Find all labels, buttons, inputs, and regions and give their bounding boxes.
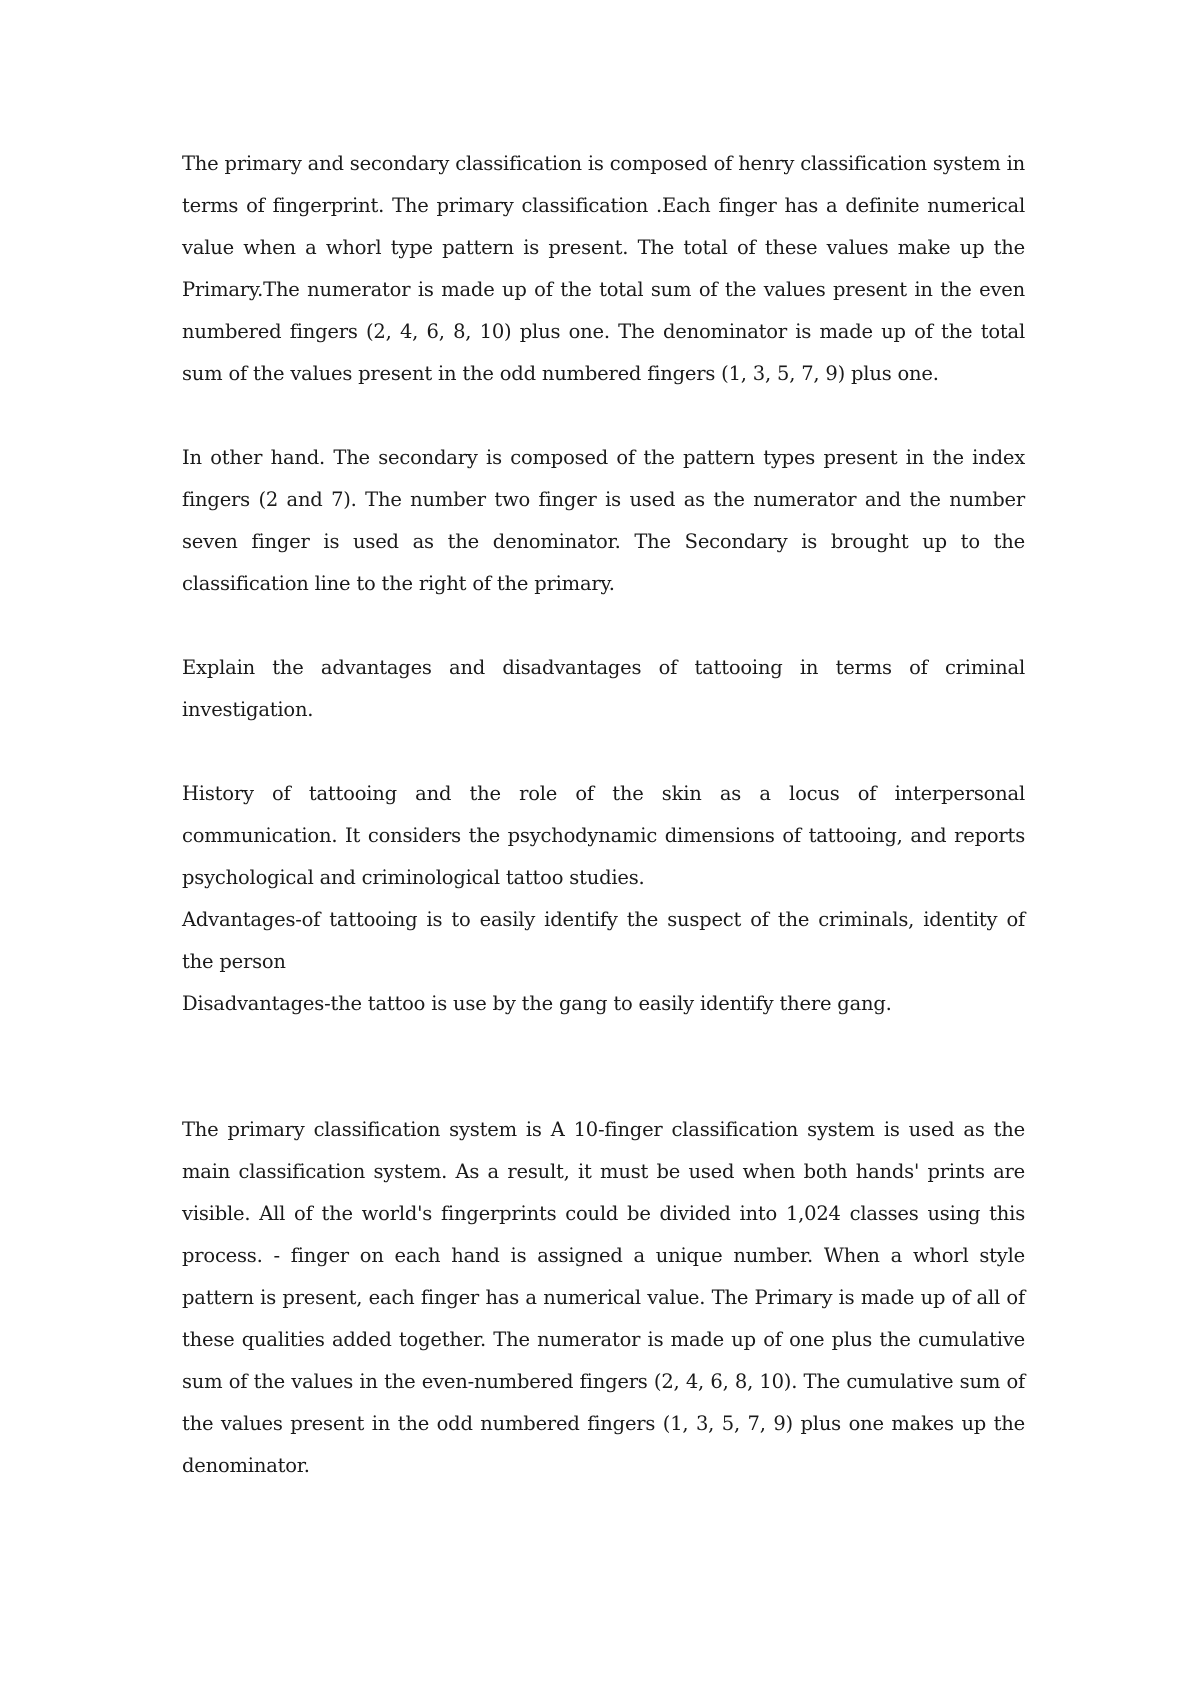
paragraph-secondary-classification: In other hand. The secondary is composed of the pattern types present in the index fingers (2 and 7). The number two finger is used as the numerator and the number seven finger is used as the denominator. The Secondary is brought up to the classification line to the right of the primary. (182, 446, 1025, 595)
paragraph-primary-secondary-classification: The primary and secondary classification is composed of henry classification system in terms of fingerprint. The primary classification .Each finger has a definite numerical value when a whorl type pattern is present. The total of these values make up the Primary.The numerator is made up of the total sum of the values present in the even numbered fingers (2, 4, 6, 8, 10) plus one. The denominator is made up of the total sum of the values present in the odd numbered fingers (1, 3, 5, 7, 9) plus one. (182, 152, 1025, 385)
document-body (182, 143, 1025, 1487)
paragraph-tattooing-disadvantages: Disadvantages-the tattoo is use by the gang to easily identify there gang. (182, 992, 892, 1015)
paragraph-tattooing-question: Explain the advantages and disadvantages of tattooing in terms of criminal investigation. (182, 656, 1025, 721)
paragraph-tattooing-history: History of tattooing and the role of the skin as a locus of interpersonal communication. It considers the psychodynamic dimensions of tattooing, and reports psychological and criminological tattoo studies. (182, 782, 1025, 889)
paragraph-primary-classification-system: The primary classification system is A 10-finger classification system is used as the main classification system. As a result, it must be used when both hands' prints are visible. All of the world's fingerprints could be divided into 1,024 classes using this process. - finger on each hand is assigned a unique number. When a whorl style pattern is present, each finger has a numerical value. The Primary is made up of all of these qualities added together. The numerator is made up of one plus the cumulative sum of the values in the even-numbered fingers (2, 4, 6, 8, 10). The cumulative sum of the values present in the odd numbered fingers (1, 3, 5, 7, 9) plus one makes up the denominator. (182, 1118, 1025, 1477)
paragraph-tattooing-advantages: Advantages-of tattooing is to easily identify the suspect of the criminals, identity of the person (182, 908, 1025, 973)
